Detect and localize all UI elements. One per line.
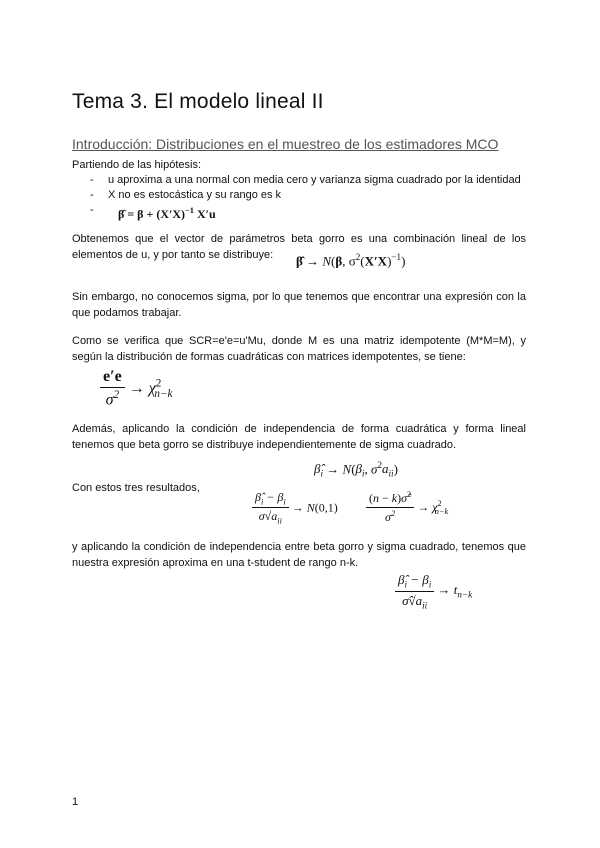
beta-distribution-formula: β̂ → N(β, $\sigma^2(X'X)^{-1}$) xyxy=(296,252,406,269)
list-item: - u aproxima a una normal con media cero y varianza sigma cuadrado por la identidad xyxy=(90,174,521,186)
page-number: 1 xyxy=(72,796,79,808)
t-student-formula: $\frac{\betâ_i - \beta_i}{\sigmâ√a_{ii}}$ → $t_{n-k}$ xyxy=(395,572,472,610)
paragraph-three-results: Con estos tres resultados, xyxy=(72,482,200,494)
standard-normal-formula: $\frac{\betâ_i - \beta_i}{\sigma√a_{ii}}$ → N(0,1) xyxy=(252,490,338,526)
paragraph-independence: Además, aplicando la condición de independencia de forma cuadrática y forma lineal tenemos que beta gorro se distribuye independientemente de sigma cuadrado. xyxy=(72,423,526,451)
paragraph-t-student: y aplicando la condición de independencia entre beta gorro y sigma cuadrado, tenemos que nuestra expresión aproxima en una t-student de rango n-k. xyxy=(72,541,526,569)
paragraph-quadratic-forms: Como se verifica que SCR=e'e=u'Mu, donde M es una matriz idempotente (M*M=M), y según la distribución de formas cuadráticas con matrices idempotentes, se tiene: xyxy=(72,335,526,363)
beta-hat-formula: β̂ = $\beta + (X'X)^{-1}$ X′u xyxy=(118,206,216,221)
list-item: - β̂ = $\beta + (X'X)^{-1}$ X′u xyxy=(90,204,216,221)
paragraph-sigma-unknown: Sin embargo, no conocemos sigma, por lo que tenemos que encontrar una expresión con la que podamos trabajar. xyxy=(72,291,526,319)
section-subtitle: Introducción: Distribuciones en el muestreo de los estimadores MCO xyxy=(72,136,499,152)
hypotheses-list xyxy=(90,173,521,222)
paragraph-distribution: Obtenemos que el vector de parámetros beta gorro es una combinación lineal de los elementos de u, y por tanto se distribuye: xyxy=(72,233,526,261)
beta-i-distribution-formula: $\betâ_i \to N(\beta_i$, $\sigma^2a_{ii}$) xyxy=(314,460,398,479)
list-item: - X no es estocástica y su rango es k xyxy=(90,189,282,201)
intro-text: Partiendo de las hipótesis: xyxy=(72,159,202,171)
page-title: Tema 3. El modelo lineal II xyxy=(72,90,324,113)
chi-square-ratio-formula: $\frac{(n - k)\sigmâ^2}{\sigma^2}$ → $\chi^2_{n-k}$ xyxy=(366,490,448,525)
chi-square-formula: $\frac{e'e}{\sigma^2}$ → $\chi^2_{n-k}$ xyxy=(100,368,172,409)
